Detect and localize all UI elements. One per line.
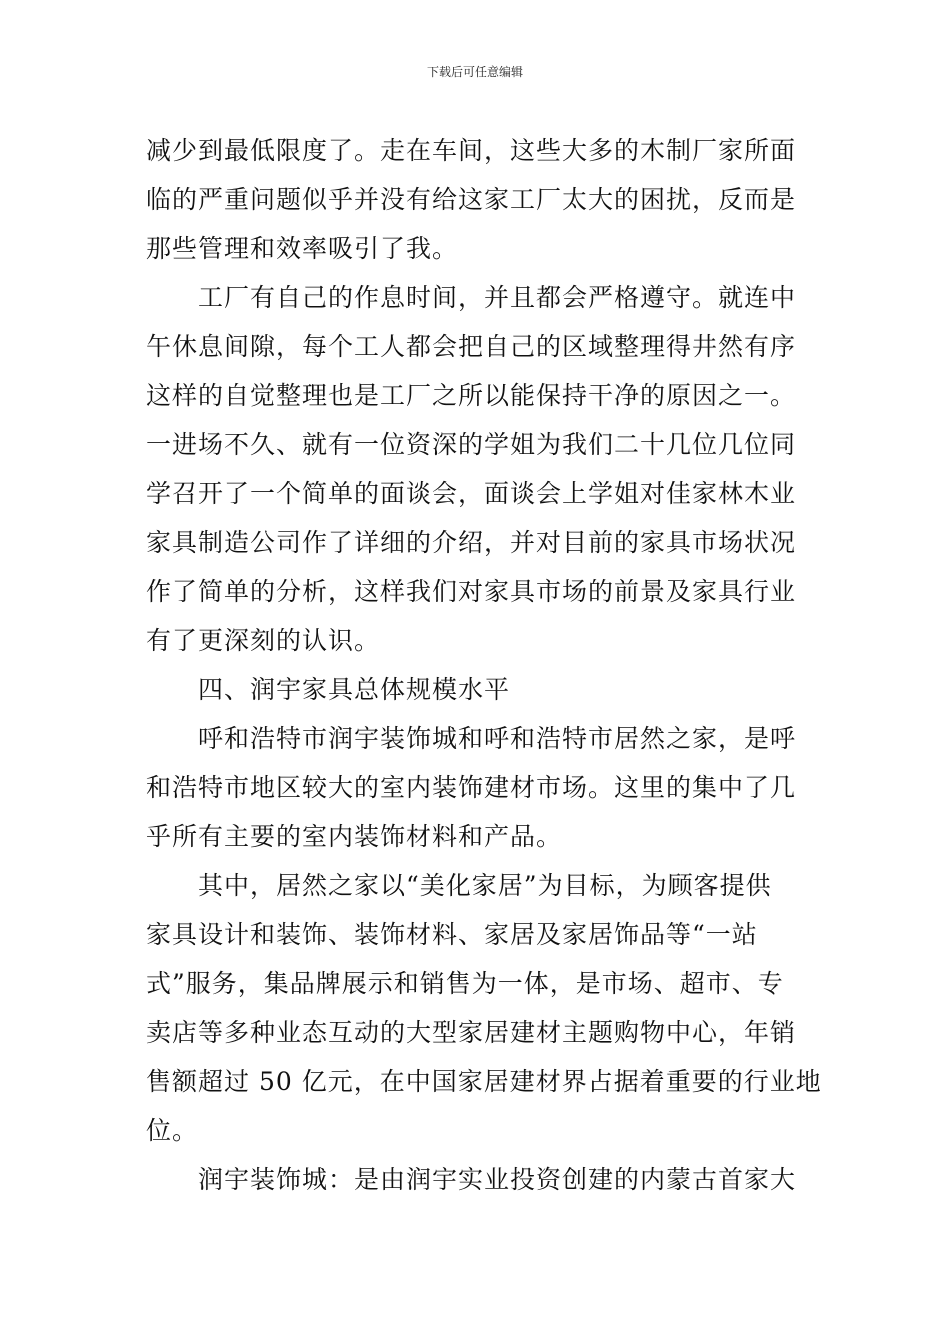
text-line-14: 和浩特市地区较大的室内装饰建材市场。这里的集中了几 <box>146 773 797 802</box>
document-body <box>146 126 822 1204</box>
text-line-4: 工厂有自己的作息时间，并且都会严格遵守。就连中 <box>198 283 797 312</box>
text-line-8: 学召开了一个简单的面谈会，面谈会上学姐对佳家林木业 <box>146 479 797 508</box>
text-line-18: 式”服务，集品牌展示和销售为一体，是市场、超市、专 <box>146 969 784 998</box>
text-line-19: 卖店等多种业态互动的大型家居建材主题购物中心，年销 <box>146 1018 797 1047</box>
text-line-5: 午休息间隙，每个工人都会把自己的区域整理得井然有序 <box>146 332 797 361</box>
text-line-7: 一进场不久、就有一位资深的学姐为我们二十几位几位同 <box>146 430 797 459</box>
text-line-15: 乎所有主要的室内装饰材料和产品。 <box>146 822 563 851</box>
text-line-10: 作了简单的分析，这样我们对家具市场的前景及家具行业 <box>146 577 797 606</box>
text-line-21: 位。 <box>146 1116 199 1145</box>
text-line-3: 那些管理和效率吸引了我。 <box>146 234 459 263</box>
text-line-16: 其中，居然之家以“美化家居”为目标，为顾客提供 <box>198 871 772 900</box>
text-line-1: 减少到最低限度了。走在车间，这些大多的木制厂家所面 <box>146 136 797 165</box>
text-line-17: 家具设计和装饰、装饰材料、家居及家居饰品等“一站 <box>146 920 758 949</box>
text-line-6: 这样的自觉整理也是工厂之所以能保持干净的原因之一。 <box>146 381 797 410</box>
page-header: 下载后可任意编辑 <box>426 65 523 79</box>
text-line-20: 售额超过 50 亿元，在中国家居建材界占据着重要的行业地 <box>146 1067 822 1096</box>
text-line-2: 临的严重问题似乎并没有给这家工厂太大的困扰，反而是 <box>146 185 797 214</box>
text-line-9: 家具制造公司作了详细的介绍，并对目前的家具市场状况 <box>146 528 797 557</box>
section-heading: 四、润宇家具总体规模水平 <box>198 675 511 704</box>
text-line-13: 呼和浩特市润宇装饰城和呼和浩特市居然之家，是呼 <box>198 724 797 753</box>
text-line-11: 有了更深刻的认识。 <box>146 626 381 655</box>
text-line-22: 润宇装饰城：是由润宇实业投资创建的内蒙古首家大 <box>198 1165 797 1194</box>
